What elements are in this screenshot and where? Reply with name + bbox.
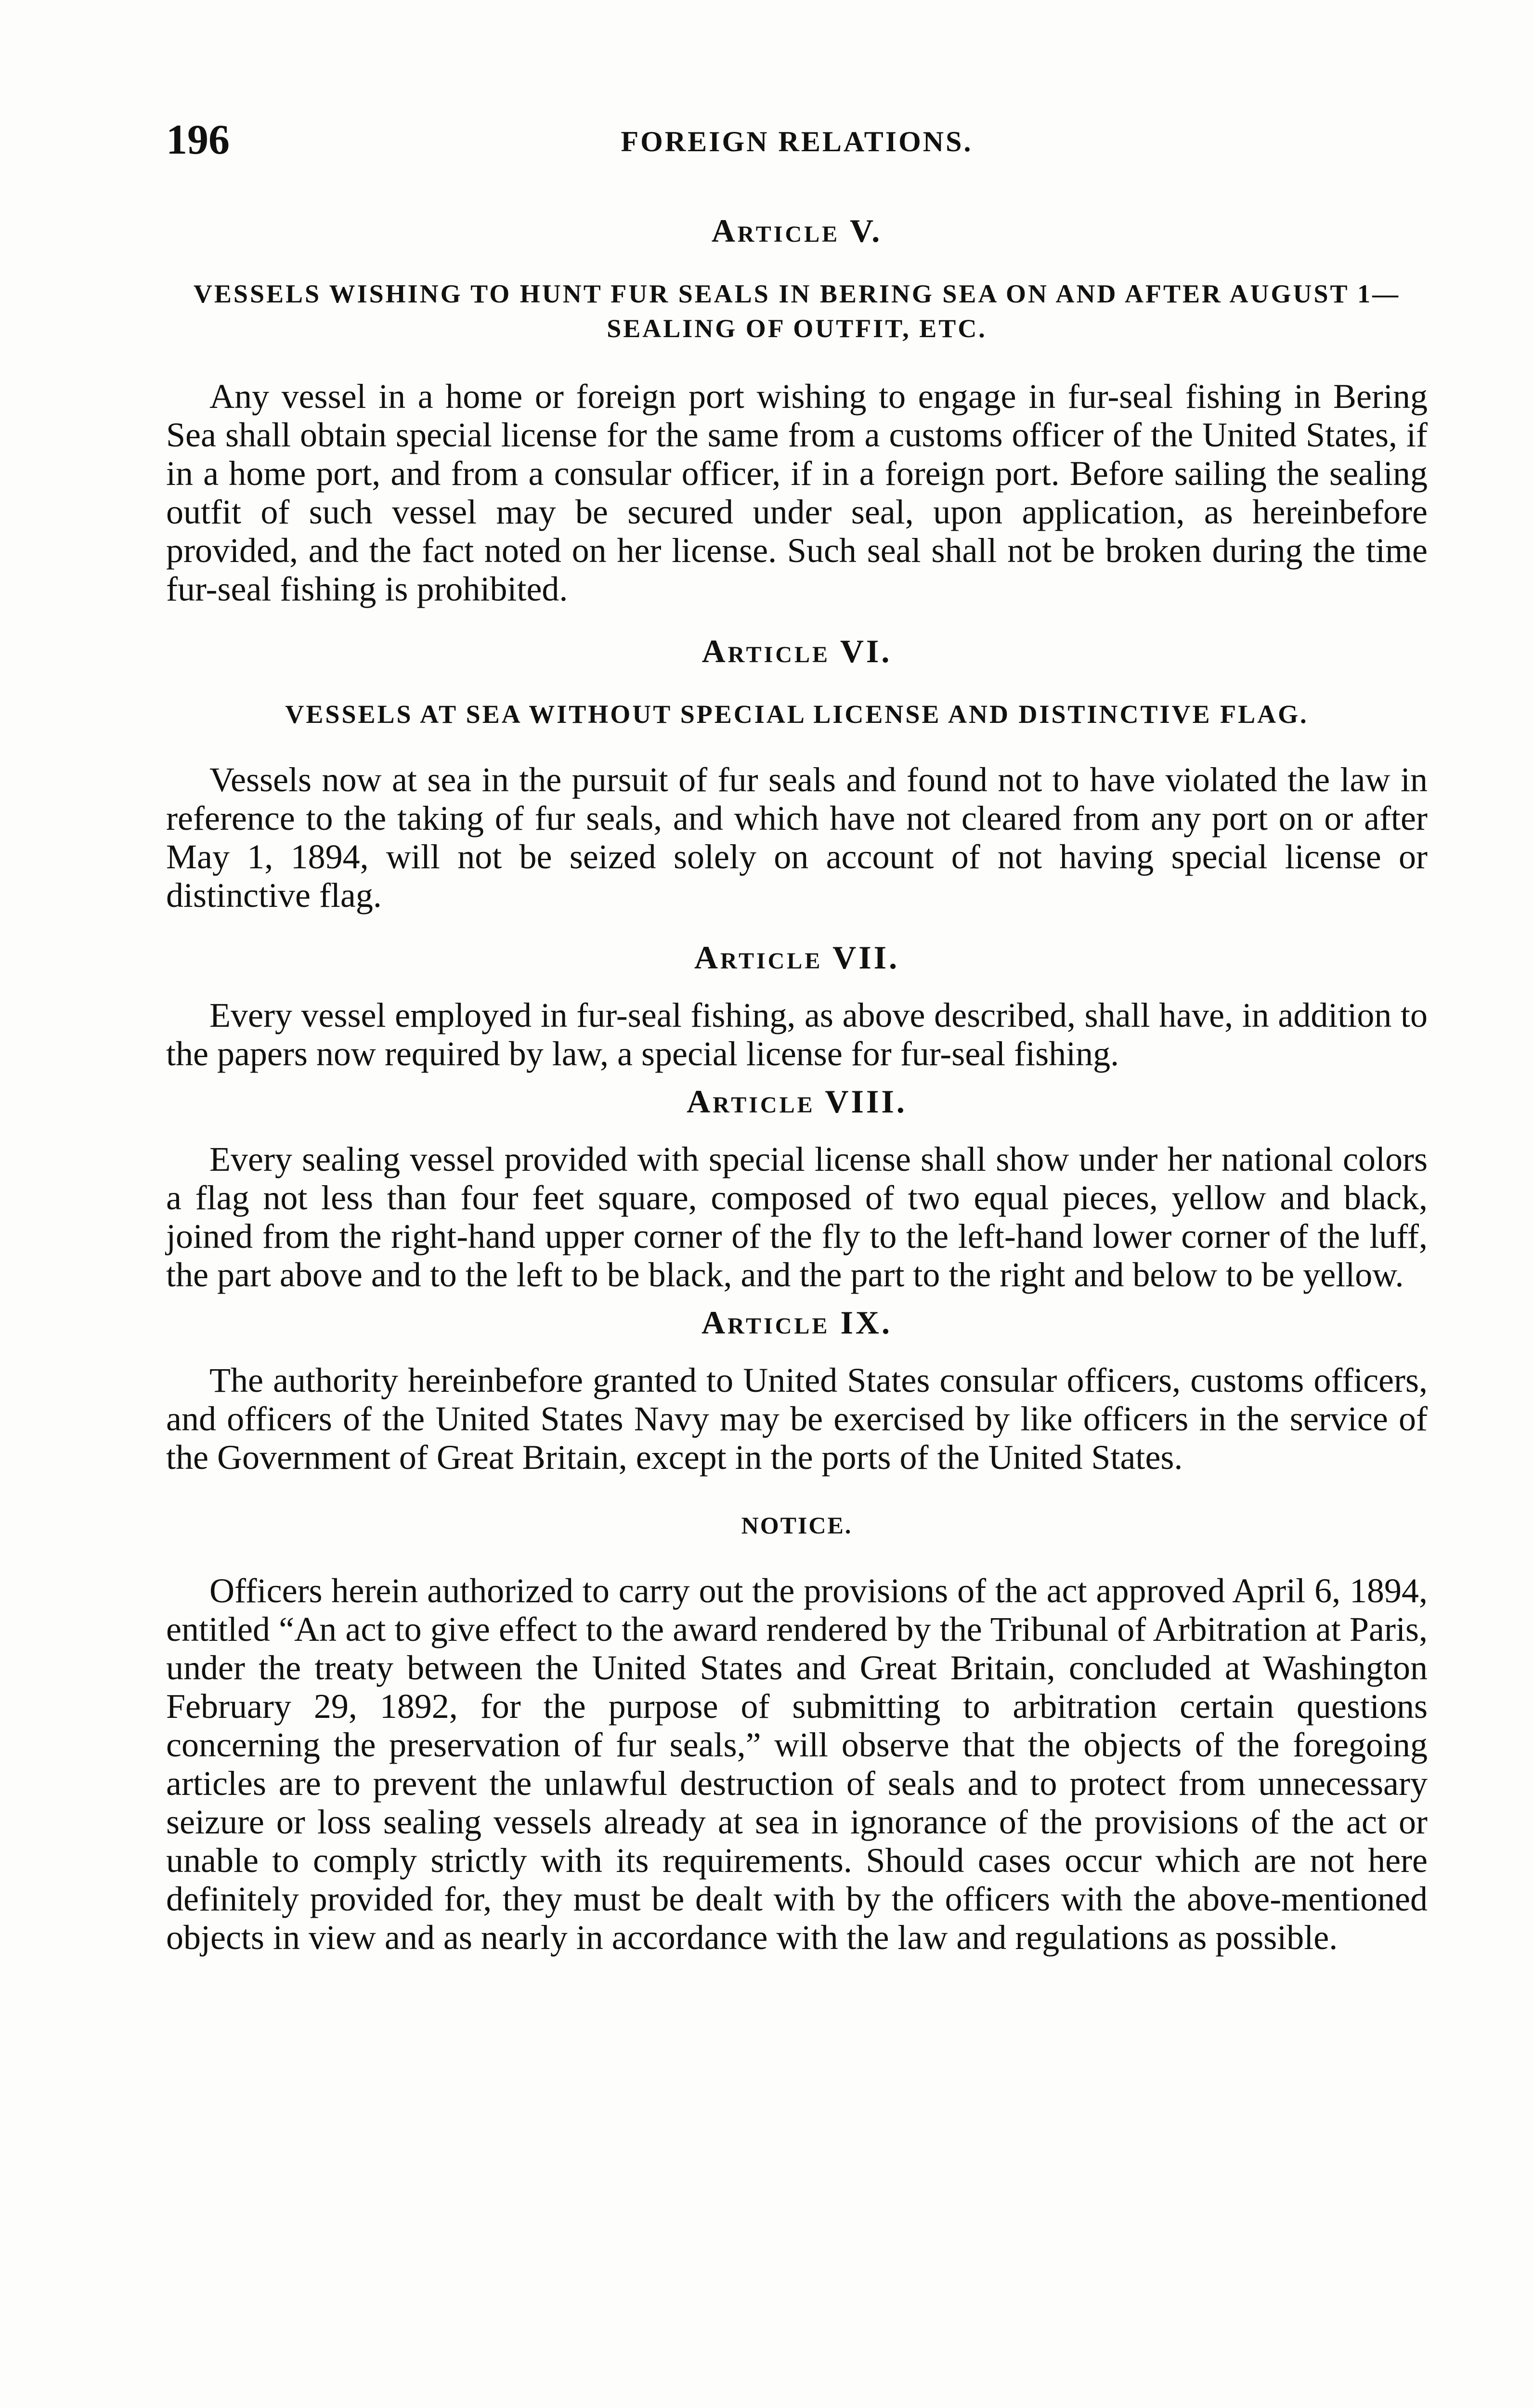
page-number: 196 [166,117,230,163]
article-6-heading: Article VI. [702,633,892,669]
page-content [166,116,1428,1957]
article-8-body: Every sealing vessel provided with special license shall show under her national colors a flag not less than four feet square, composed of two equal pieces, yellow and black, joined from the right-hand upper corner of the fly to the left-hand lower corner of the luff, the part above and to the left to be black, and the part to the right and below to be yellow. [166,1140,1428,1294]
running-head [166,116,1428,169]
article-5-heading: Article V. [711,212,883,249]
running-title: FOREIGN RELATIONS. [621,126,973,157]
notice-heading: NOTICE. [741,1512,853,1539]
article-5-subheading: VESSELS WISHING TO HUNT FUR SEALS IN BERING SEA ON AND AFTER AUGUST 1—SEALING OF OUTFIT, ETC. [193,279,1401,343]
article-9-body: The authority hereinbefore granted to United States consular officers, customs officers, and officers of the United States Navy may be exercised by like officers in the service of the Government of Great Britain, except in the ports of the United States. [166,1361,1428,1477]
article-9-heading: Article IX. [701,1304,893,1341]
article-5-body: Any vessel in a home or foreign port wishing to engage in fur-seal fishing in Bering Sea shall obtain special license for the same from a customs officer of the United States, if in a home port, and from a consular officer, if in a foreign port. Before sailing the sealing outfit of such vessel may be secured under seal, upon application, as hereinbefore provided, and the fact noted on her license. Such seal shall not be broken during the time fur-seal fishing is prohibited. [166,377,1428,608]
article-7-heading: Article VII. [694,939,900,976]
article-8-heading: Article VIII. [687,1083,907,1120]
article-7-body: Every vessel employed in fur-seal fishing, as above described, shall have, in addition to the papers now required by law, a special license for fur-seal fishing. [166,996,1428,1073]
notice-body: Officers herein authorized to carry out the provisions of the act approved April 6, 1894, entitled “An act to give effect to the award rendered by the Tribunal of Arbitration at Paris, under the treaty between the United States and Great Britain, concluded at Washington February 29, 1892, for the purpose of submitting to arbitration certain questions concerning the preservation of fur seals,” will observe that the objects of the foregoing articles are to prevent the unlawful destruction of seals and to protect from unnecessary seizure or loss sealing vessels already at sea in ignorance of the provisions of the act or unable to comply strictly with its requirements. Should cases occur which are not here definitely provided for, they must be dealt with by the officers with the above-mentioned objects in view and as nearly in accordance with the law and regulations as possible. [166,1571,1428,1957]
article-6-subheading: VESSELS AT SEA WITHOUT SPECIAL LICENSE AND DISTINCTIVE FLAG. [285,700,1309,729]
article-6-body: Vessels now at sea in the pursuit of fur seals and found not to have violated the law in reference to the taking of fur seals, and which have not cleared from any port on or after May 1, 1894, will not be seized solely on account of not having special license or distinctive flag. [166,760,1428,915]
